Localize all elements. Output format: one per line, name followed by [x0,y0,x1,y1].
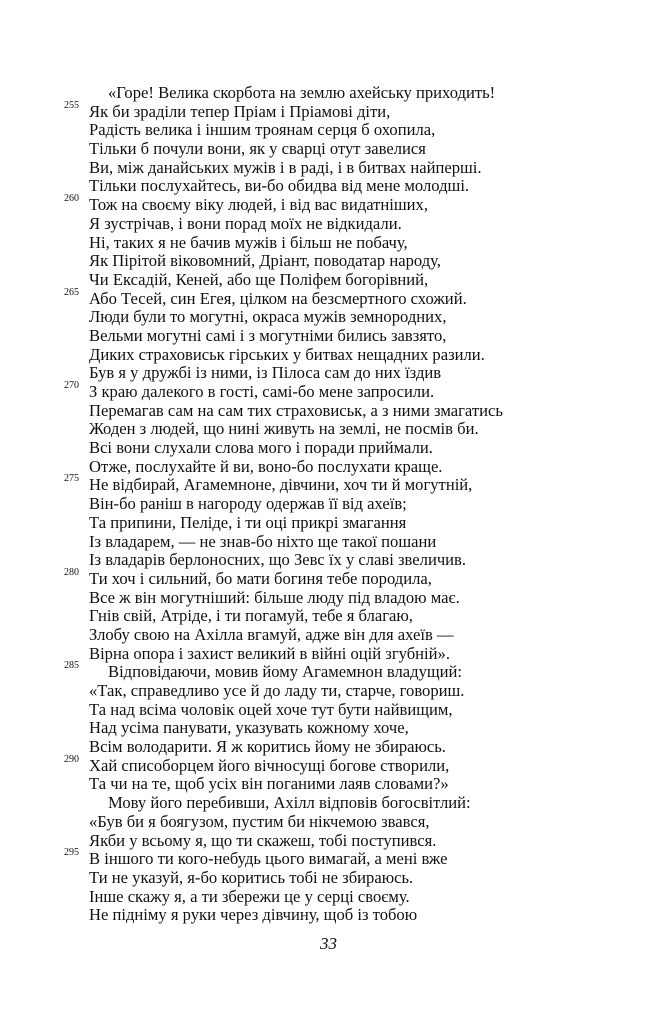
poem-line [0,701,657,720]
line-text: Над усіма панувати, указувать кожному хоче, [89,718,409,738]
poem-line [0,660,657,682]
line-number: 255 [64,99,79,111]
poem-line [0,794,657,813]
poem-line [0,847,657,869]
line-text: Жоден з людей, що нині живуть на землі, не посмів би. [89,419,479,439]
line-text: Ти не указуй, я-бо коритись тобі не збираюсь. [89,867,414,887]
line-text: Отже, послухайте й ви, воно-бо послухати краще. [89,456,443,476]
poem-line [0,738,657,757]
poem-line [0,140,657,159]
poem-line [0,458,657,477]
line-text: Тож на своєму віку людей, і від вас видатніших, [89,195,428,215]
poem-line [0,551,657,570]
line-text: Диких страховиськ гірських у битвах нещадних разили. [89,344,485,364]
line-text: Та над всіма чоловік оцей хоче тут бути найвищим, [89,699,453,719]
line-text: Хай списоборцем його вічносущі богове створили, [89,755,450,775]
line-text: Або Тесей, син Егея, цілком на безсмертного схожий. [89,288,467,308]
line-text: Та припини, Пеліде, і ти оці прикрі змагання [89,512,407,532]
line-text: «Так, справедливо усе й до ладу ти, старче, говориш. [89,681,465,700]
poem-line [0,327,657,346]
line-number: 260 [64,193,79,205]
line-text: Як би зраділи тепер Пріам і Пріамові діти, [89,101,391,121]
line-text: Всі вони слухали слова мого і поради приймали. [89,438,433,458]
poem-line [0,473,657,495]
poem-line [0,364,657,383]
line-text: Радість велика і іншим троянам серця б охопила, [89,120,436,140]
poem-line [0,420,657,439]
line-text: Всім володарити. Я ж коритись йому не збираюсь. [89,737,446,757]
line-text: Відповідаючи, мовив йому Агамемнон владущий: [108,662,463,682]
poem-line [0,193,657,215]
line-number: 290 [64,753,79,765]
line-text: Та чи на те, щоб усіх він поганими лаяв словами?» [89,774,449,794]
line-text: Люди були то могутні, окраса мужів земнородних, [89,307,447,327]
poem-line [0,514,657,533]
line-number: 280 [64,566,79,578]
poem-line [0,121,657,140]
line-text: Ні, таких я не бачив мужів і більш не побачу, [89,232,408,252]
line-text: Вельми могутні самі і з могутніми бились завзято, [89,325,447,345]
line-text: Вірна опора і захист великий в війні оцій згубній». [89,643,450,663]
poem-line [0,234,657,253]
poem-line [0,813,657,832]
line-text: Ти хоч і сильний, бо мати богиня тебе породила, [89,568,432,588]
poem-line [0,682,657,701]
poem-line [0,719,657,738]
line-number: 295 [64,847,79,859]
line-text: Гнів свій, Атріде, і ти погамуй, тебе я благаю, [89,606,413,626]
line-number: 285 [64,660,79,672]
poem-line [0,869,657,888]
line-text: Був я у дружбі із ними, із Пілоса сам до них їздив [89,363,442,383]
line-text: Він-бо раніш в нагороду одержав її від ахеїв; [89,494,407,514]
line-text: З краю далекого в гості, самі-бо мене запросили. [89,382,435,401]
line-text: Чи Ексадій, Кеней, або ще Поліфем богорівний, [89,269,429,289]
line-text: В іншого ти кого-небудь цього вимагай, а мені вже [89,849,448,869]
poem-line [0,159,657,178]
line-text: Тільки б почули вони, як у сварці отут завелися [89,139,426,159]
poem-line [0,177,657,196]
line-text: Якби у всьому я, що ти скажеш, тобі поступився. [89,830,437,850]
line-text: Із владарем, — не знав-бо ніхто ще такої пошани [89,531,437,551]
poem-line [0,84,657,103]
poem-line [0,439,657,458]
line-text: Злобу свою на Ахілла вгамуй, адже він для ахеїв — [89,624,454,644]
poem-text [0,84,657,925]
line-text: Ви, між данайських мужів і в раді, і в битвах найперші. [89,157,482,177]
line-text: «Горе! Велика скорбота на землю ахейську приходить! [108,83,496,102]
line-number: 270 [64,380,79,391]
line-text: Із владарів берлоносних, що Зевс їх у славі звеличив. [89,550,467,570]
line-text: Тільки послухайтесь, ви-бо обидва від мене молодші. [89,176,470,196]
poem-line [0,271,657,290]
poem-line [0,607,657,626]
line-text: Як Пірітой віковомний, Дріант, поводатар народу, [89,251,441,271]
line-text: Не відбирай, Агамемноне, дівчини, хоч ти й могутній, [89,475,473,495]
poem-line [0,753,657,776]
poem-line [0,906,657,925]
poem-line [0,533,657,552]
line-text: Не підніму я руки через дівчину, щоб із тобою [89,905,418,925]
poem-line [0,308,657,327]
poem-line [0,566,657,589]
page-number: 33 [320,934,337,953]
line-text: Інше скажу я, а ти збережи це у серці своєму. [89,886,410,906]
line-text: Перемагав сам на сам тих страховиськ, а з ними змагатись [89,400,503,420]
poem-line [0,380,657,402]
poem-line [0,402,657,421]
poem-line [0,589,657,608]
line-text: Я зустрічав, і вони порад моїх не відкидали. [89,213,402,233]
poem-line [0,99,657,122]
line-number: 265 [64,286,79,298]
line-text: «Був би я боягузом, пустим би нікчемою звався, [89,811,430,831]
poem-line [0,252,657,271]
poem-line [0,495,657,514]
poem-line [0,888,657,907]
poem-line [0,346,657,365]
line-text: Мову його перебивши, Ахілл відповів богосвітлий: [108,793,471,813]
line-text: Все ж він могутніший: більше люду під владою має. [89,587,460,607]
poem-line [0,645,657,664]
poem-line [0,832,657,851]
poem-line [0,775,657,794]
poem-line [0,626,657,645]
poem-line [0,286,657,309]
poem-line [0,215,657,234]
line-number: 275 [64,473,79,485]
